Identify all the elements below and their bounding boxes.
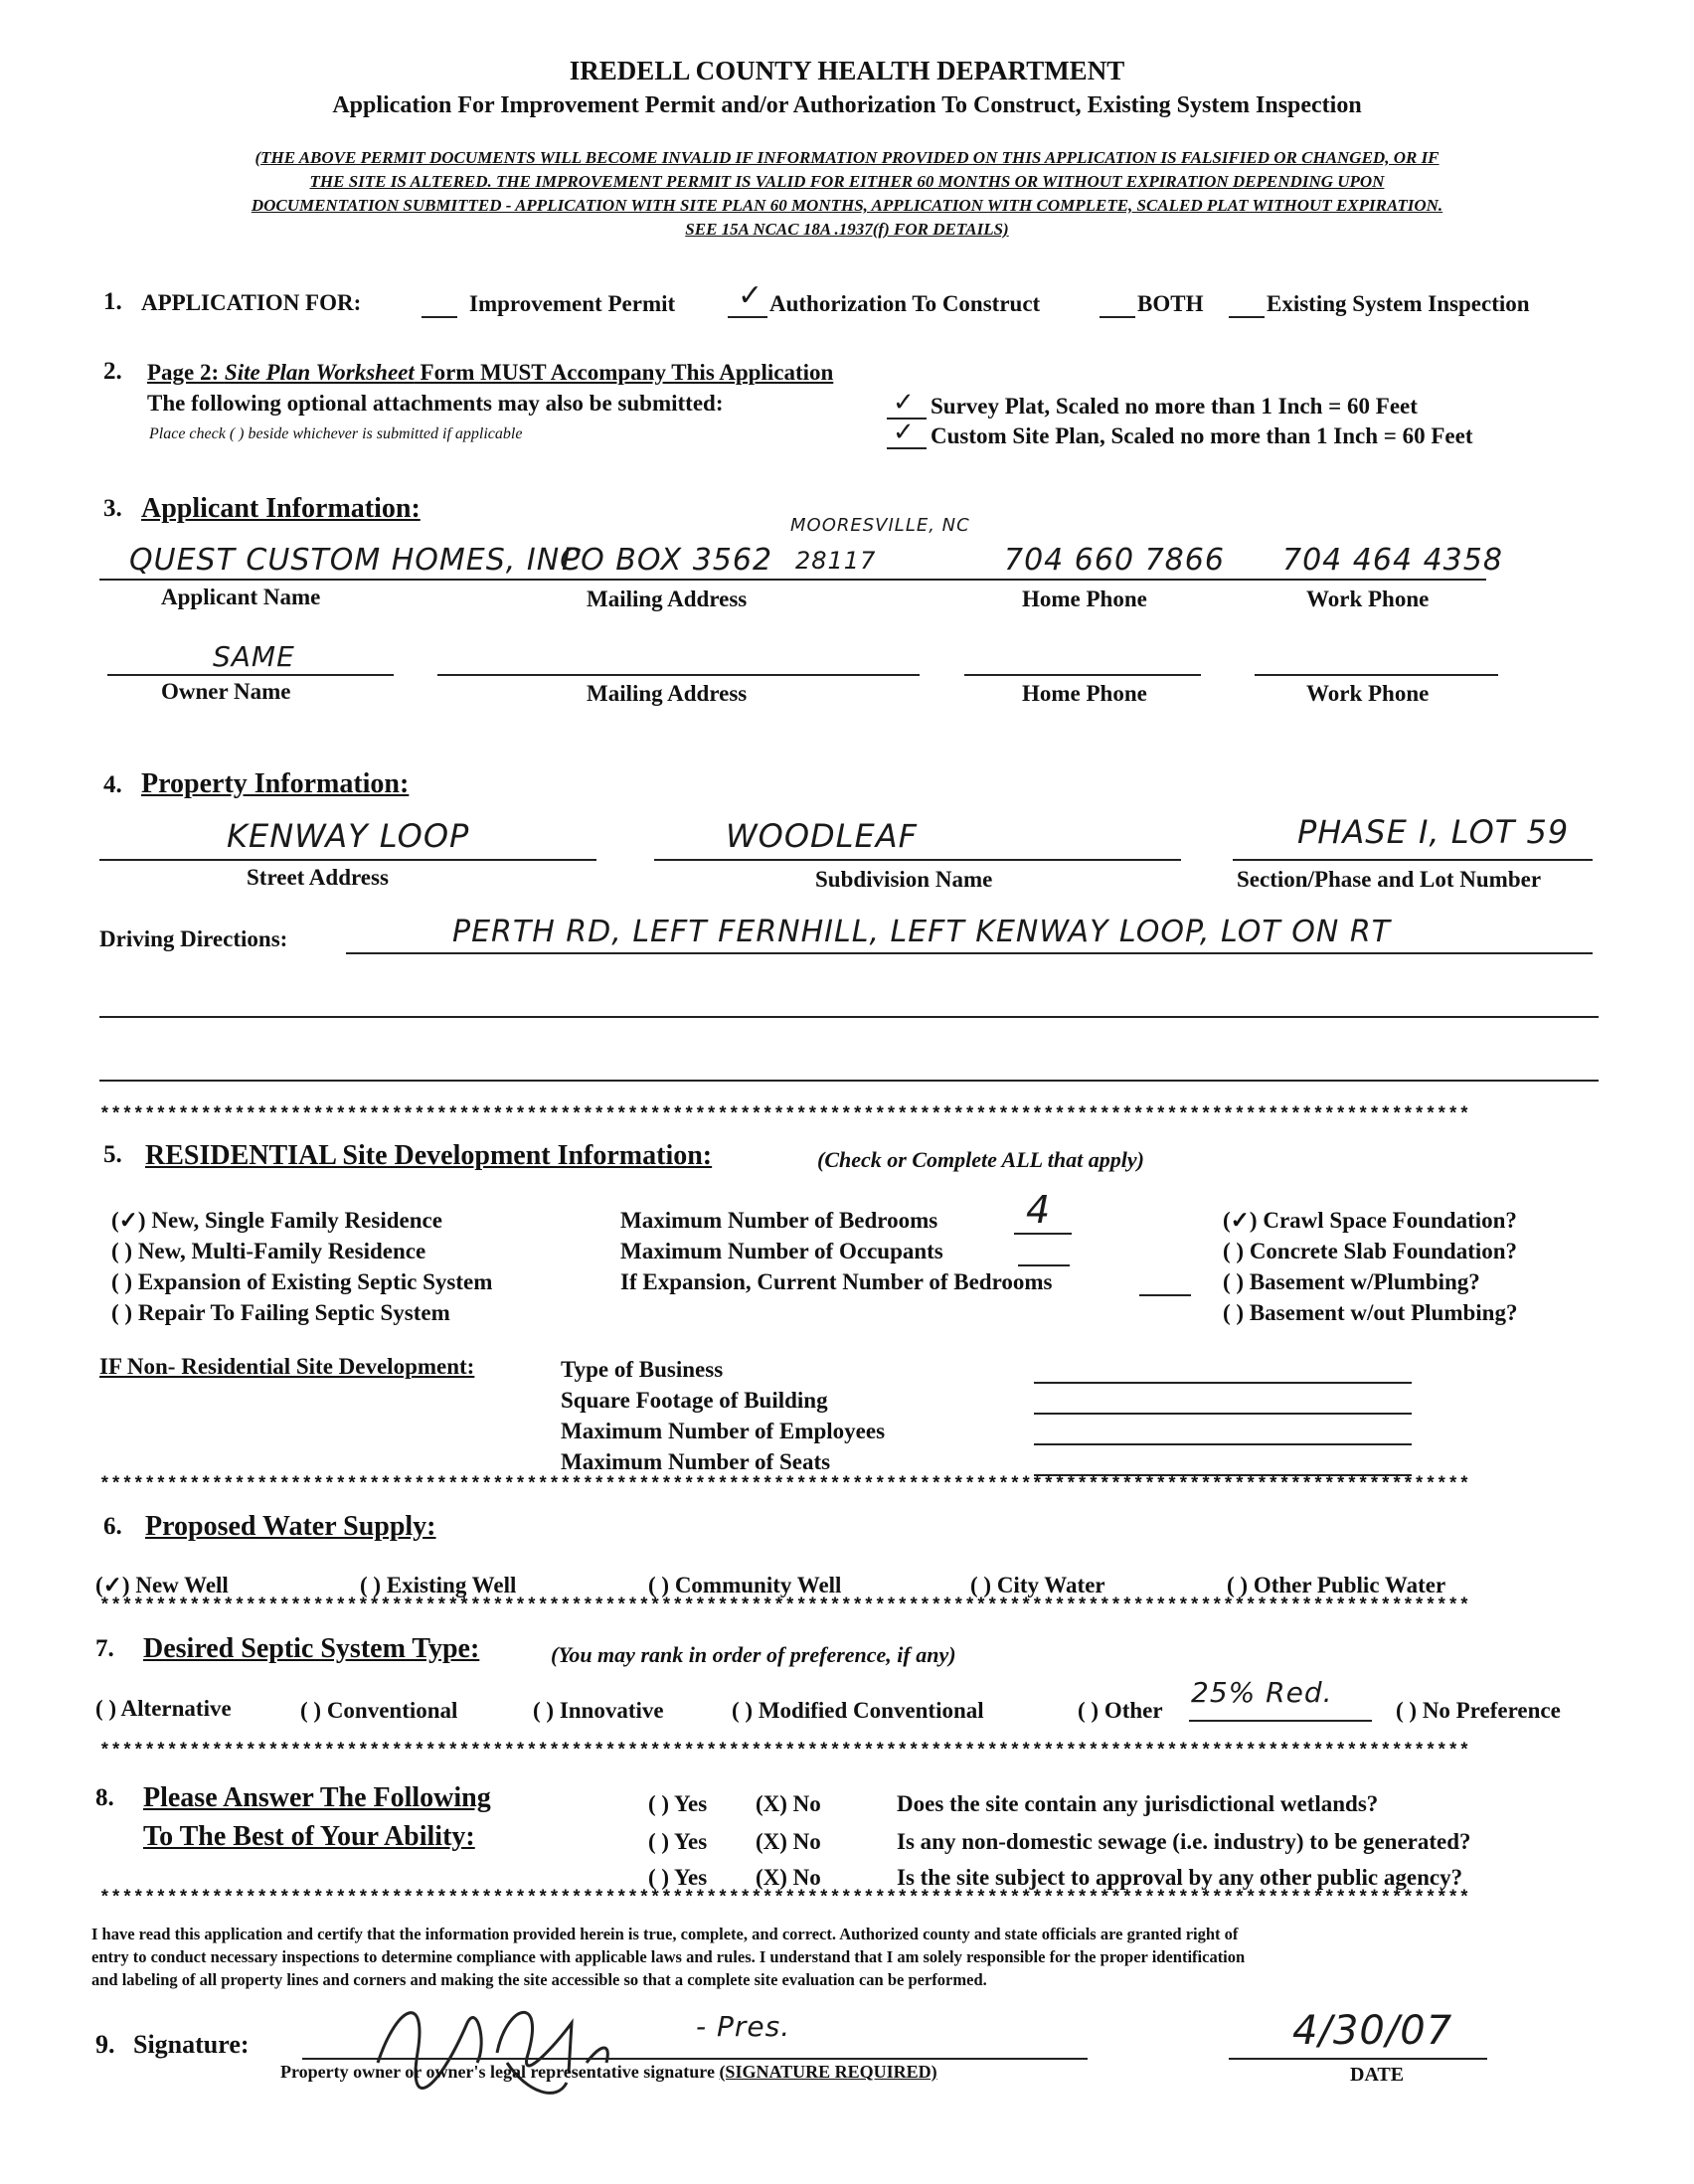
label-home-phone: Home Phone [1022,681,1147,706]
home-phone-value[interactable]: 704 660 7866 [1004,543,1225,578]
field-underline[interactable] [437,674,920,676]
check-mark: ✓ [738,278,764,313]
mailing-city-value[interactable]: MOORESVILLE, NC [790,515,970,536]
attachment-custom-site-plan[interactable]: Custom Site Plan, Scaled no more than 1 Inch = 60 Feet [931,423,1473,448]
check-mark: ✓ [893,418,916,447]
field-underline[interactable] [1034,1413,1412,1415]
no-agency[interactable]: (X) No [756,1865,821,1890]
option-repair-septic[interactable]: ( ) Repair To Failing Septic System [111,1300,450,1325]
option-concrete-slab[interactable]: ( ) Concrete Slab Foundation? [1223,1239,1518,1263]
attachments-note: The following optional attachments may also be submitted: [147,391,724,416]
separator: ************************************************************************************************************************** [99,1742,1470,1762]
section-note: (Check or Complete ALL that apply) [817,1147,1144,1172]
date-label: DATE [1350,2064,1405,2086]
option-community-well[interactable]: ( ) Community Well [648,1573,842,1597]
question-sewage: Is any non-domestic sewage (i.e. industry) to be generated? [897,1829,1471,1854]
field-underline [346,952,1593,954]
yes-sewage[interactable]: ( ) Yes [648,1829,708,1854]
option-basement-plumbing[interactable]: ( ) Basement w/Plumbing? [1223,1269,1480,1294]
non-residential-label: IF Non- Residential Site Development: [99,1354,475,1379]
check-mark: ✓ [893,388,916,418]
option-city-water[interactable]: ( ) City Water [970,1573,1105,1597]
no-sewage[interactable]: (X) No [756,1829,821,1854]
option-no-preference[interactable]: ( ) No Preference [1396,1698,1561,1723]
section-number: 6. [103,1513,122,1540]
residence-type-list [111,1205,492,1328]
max-bedrooms-value[interactable]: 4 [1026,1188,1052,1232]
driving-directions-value[interactable]: PERTH RD, LEFT FERNHILL, LEFT KENWAY LOOP, LOT ON RT [452,915,1392,949]
attachment-survey-plat[interactable]: Survey Plat, Scaled no more than 1 Inch = 60 Feet [931,394,1418,419]
disclaimer-line: THE SITE IS ALTERED. THE IMPROVEMENT PERMIT IS VALID FOR EITHER 60 MONTHS OR WITHOUT EXPIRATION DEPENDING UPON [309,172,1385,191]
option-existing-well[interactable]: ( ) Existing Well [360,1573,517,1597]
section-heading: Please Answer The Following [143,1782,491,1813]
section-heading: RESIDENTIAL Site Development Information: [145,1140,713,1171]
field-underline[interactable] [107,674,394,676]
field-underline[interactable] [1139,1294,1191,1296]
field-underline[interactable] [1018,1264,1070,1266]
option-expansion-septic[interactable]: ( ) Expansion of Existing Septic System [111,1269,493,1294]
page-subtitle: Application For Improvement Permit and/or Authorization To Construct, Existing System Inspection [332,92,1362,118]
section-heading: Property Information: [141,768,410,799]
subdivision-value[interactable]: WOODLEAF [726,817,918,855]
option-multi-family[interactable]: ( ) New, Multi-Family Residence [111,1239,426,1263]
label-max-employees: Maximum Number of Employees [561,1419,886,1443]
date-line[interactable] [1229,2058,1487,2060]
section-number: 9. [95,2030,115,2059]
mailing-zip-value[interactable]: 28117 [795,547,877,575]
section-number: 4. [103,771,122,798]
street-address-value[interactable]: KENWAY LOOP [227,817,470,855]
label-driving-directions: Driving Directions: [99,926,288,951]
section-number: 7. [95,1635,114,1662]
field-underline[interactable] [1034,1443,1412,1445]
section-lot-value[interactable]: PHASE I, LOT 59 [1297,813,1570,851]
label-max-occupants: Maximum Number of Occupants [620,1239,943,1263]
yes-agency[interactable]: ( ) Yes [648,1865,708,1890]
checkbox-line[interactable] [1100,316,1135,318]
section-number: 8. [95,1784,114,1811]
section-heading: Proposed Water Supply: [145,1511,436,1542]
separator: ************************************************************************************************************************** [99,1475,1470,1495]
field-underline [654,859,1181,861]
option-both[interactable]: BOTH [1137,291,1204,316]
label-max-bedrooms: Maximum Number of Bedrooms [620,1208,938,1233]
owner-name-value[interactable]: SAME [213,640,295,673]
non-residential-list [561,1354,885,1477]
section-heading: To The Best of Your Ability: [143,1821,475,1852]
label-mailing-address: Mailing Address [587,681,748,706]
applicant-name-value[interactable]: QUEST CUSTOM HOMES, INC [129,543,583,578]
field-underline[interactable] [99,1016,1599,1018]
section-number: 1. [103,288,122,315]
foundation-list [1223,1205,1517,1328]
site-plan-heading: Page 2: Site Plan Worksheet Form MUST Accompany This Application [147,360,834,385]
separator: ************************************************************************************************************************** [99,1105,1470,1125]
label-subdivision-name: Subdivision Name [815,867,993,892]
section-heading: Applicant Information: [141,493,421,524]
label-owner-name: Owner Name [161,679,291,704]
checkbox-line[interactable] [422,316,457,318]
section-number: 3. [103,495,122,522]
option-basement-no-plumbing[interactable]: ( ) Basement w/out Plumbing? [1223,1300,1518,1325]
option-single-family[interactable]: (✓) New, Single Family Residence [111,1208,442,1233]
disclaimer-line: SEE 15A NCAC 18A .1937(f) FOR DETAILS) [685,220,1009,239]
disclaimer-line: (THE ABOVE PERMIT DOCUMENTS WILL BECOME INVALID IF INFORMATION PROVIDED ON THIS APPLICATION IS FALSIFIED OR CHANGED, OR IF [254,148,1440,167]
label-mailing-address: Mailing Address [587,587,748,611]
field-underline[interactable] [1255,674,1498,676]
option-authorization-to-construct[interactable]: Authorization To Construct [769,291,1041,316]
field-underline[interactable] [1189,1720,1372,1722]
label-section-lot: Section/Phase and Lot Number [1237,867,1542,892]
checkbox-line[interactable] [1229,316,1265,318]
option-innovative[interactable]: ( ) Innovative [533,1698,664,1723]
label-work-phone: Work Phone [1306,587,1430,611]
checkbox-line[interactable] [728,316,767,318]
signature-title: - Pres. [696,2010,791,2043]
label-type-of-business: Type of Business [561,1357,724,1382]
option-new-well[interactable]: (✓) New Well [95,1573,229,1597]
option-alternative[interactable]: ( ) Alternative [95,1696,232,1721]
label-work-phone: Work Phone [1306,681,1430,706]
signature-line[interactable] [302,2058,1088,2060]
disclaimer-line: DOCUMENTATION SUBMITTED - APPLICATION WITH SITE PLAN 60 MONTHS, APPLICATION WITH COMPLETE, SCALED PLAT WITHOUT EXPIRATION. [251,196,1443,215]
separator: ************************************************************************************************************************** [99,1889,1470,1909]
field-underline[interactable] [1014,1233,1072,1235]
option-improvement-permit[interactable]: Improvement Permit [469,291,676,316]
other-septic-value[interactable]: 25% Red. [1191,1676,1333,1709]
separator: ************************************************************************************************************************** [99,1596,1470,1616]
field-underline[interactable] [1034,1382,1412,1384]
yes-wetlands[interactable]: ( ) Yes [648,1791,708,1816]
label-square-footage: Square Footage of Building [561,1388,828,1413]
label-max-seats: Maximum Number of Seats [561,1449,831,1474]
section-label: APPLICATION FOR: [141,290,362,315]
option-other-public-water[interactable]: ( ) Other Public Water [1227,1573,1446,1597]
bedroom-occupant-list [620,1205,1052,1297]
signature-label: Signature: [133,2030,250,2059]
section-heading: Desired Septic System Type: [143,1633,480,1664]
question-agency: Is the site subject to approval by any other public agency? [897,1865,1463,1890]
option-existing-system-inspection[interactable]: Existing System Inspection [1267,291,1530,316]
date-value[interactable]: 4/30/07 [1292,2008,1453,2054]
question-wetlands: Does the site contain any jurisdictional wetlands? [897,1791,1379,1816]
option-crawl-space[interactable]: (✓) Crawl Space Foundation? [1223,1208,1517,1233]
label-current-bedrooms: If Expansion, Current Number of Bedrooms [620,1269,1053,1294]
label-applicant-name: Applicant Name [161,585,321,609]
work-phone-value[interactable]: 704 464 4358 [1282,543,1503,578]
field-underline[interactable] [99,1080,1599,1082]
option-conventional[interactable]: ( ) Conventional [300,1698,458,1723]
option-other[interactable]: ( ) Other [1078,1698,1163,1723]
certification-text: I have read this application and certify that the information provided herein is true, complete, and correct. Authorized county and state officials are granted right of entry to conduct necessary inspections to determine compliance with applicable laws and rules. I understand that I am solely responsible for the proper identification and labeling of all property lines and corners and making the site accessible so that a complete site evaluation can be performed. [91,1925,1246,1989]
section-number: 5. [103,1141,122,1168]
signature-image [358,1983,736,2112]
field-underline[interactable] [964,674,1201,676]
no-wetlands[interactable]: (X) No [756,1791,821,1816]
label-home-phone: Home Phone [1022,587,1147,611]
mailing-address-value[interactable]: PO BOX 3562 [562,543,773,578]
option-modified-conventional[interactable]: ( ) Modified Conventional [732,1698,984,1723]
section-number: 2. [103,358,122,385]
label-street-address: Street Address [247,865,389,890]
checkbox-line[interactable] [887,447,927,449]
field-underline [1233,859,1593,861]
check-instructions: Place check ( ) beside whichever is submitted if applicable [149,425,523,442]
section-note: (You may rank in order of preference, if any) [551,1642,956,1667]
signature-note: Property owner or owner's legal representative signature (SIGNATURE REQUIRED) [280,2062,937,2082]
field-underline [99,859,596,861]
page-title: IREDELL COUNTY HEALTH DEPARTMENT [569,56,1125,85]
field-underline [99,579,1486,581]
